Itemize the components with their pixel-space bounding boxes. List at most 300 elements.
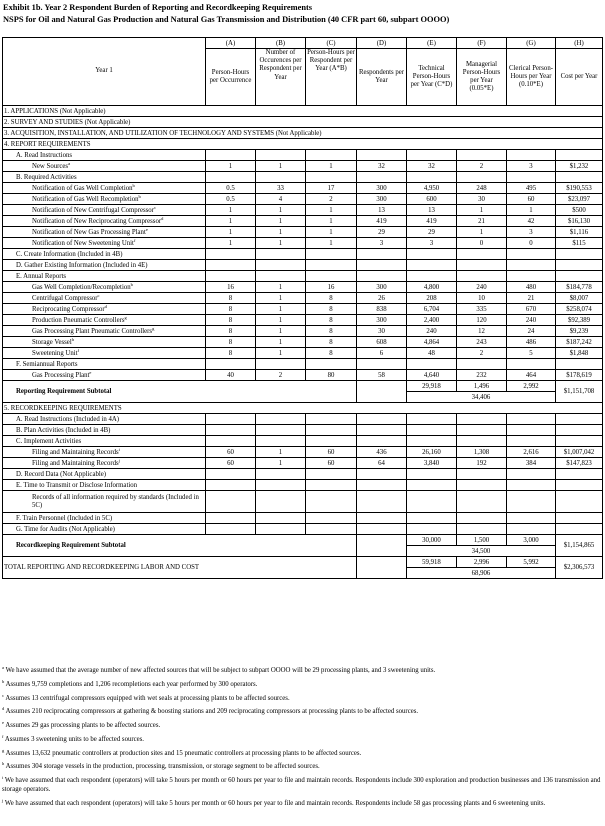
table-cell: 16: [306, 282, 357, 293]
subtotal-empty-cell: [357, 557, 407, 579]
table-cell: 60: [206, 458, 256, 469]
section-row: [3, 117, 603, 128]
section-row: [3, 139, 603, 150]
table-cell: [507, 150, 556, 161]
table-cell: [357, 524, 407, 535]
table-cell: 6: [357, 348, 407, 359]
table-cell: [407, 271, 457, 282]
table-row: [3, 370, 603, 381]
table-cell: 0: [507, 238, 556, 249]
footnote: [2, 708, 602, 717]
footnote: [2, 722, 602, 731]
row-label: [3, 513, 206, 524]
table-cell: 480: [507, 282, 556, 293]
footnote-marker: d: [2, 706, 5, 712]
table-cell: 13: [357, 205, 407, 216]
table-row: [3, 513, 603, 524]
table-cell: 32: [357, 161, 407, 172]
table-cell: 192: [457, 458, 507, 469]
table-cell: [407, 260, 457, 271]
row-label-text: A. Read Instructions (Included in 4A): [16, 415, 120, 423]
table-cell: [507, 491, 556, 513]
table-cell: 40: [206, 370, 256, 381]
row-label-text: Gas Processing Plant Pneumatic Controllers: [32, 327, 153, 335]
subtotal-clerical: 2,992: [507, 381, 556, 392]
table-cell: [306, 436, 357, 447]
table-row: [3, 480, 603, 491]
table-cell: $258,074: [556, 304, 603, 315]
footnote-text: Assumes 9,759 completions and 1,206 recompletions each year performed by 300 operators.: [5, 680, 258, 688]
table-cell: [407, 172, 457, 183]
table-cell: [457, 150, 507, 161]
row-label: [3, 271, 206, 282]
table-cell: 8: [206, 337, 256, 348]
table-cell: 21: [457, 216, 507, 227]
table-row: [3, 436, 603, 447]
table-row: [3, 469, 603, 480]
footnote-text: We have assumed that each respondent (operators) will take 5 hours per month or 60 hours per year to file and maintain records. Respondents include 58 gas processing plants and 6 sweetening units.: [4, 799, 546, 807]
table-cell: 8: [306, 348, 357, 359]
table-row: [3, 326, 603, 337]
table-cell: [407, 150, 457, 161]
row-label-text: C. Implement Activities: [16, 437, 82, 445]
table-cell: [457, 513, 507, 524]
table-cell: 60: [306, 447, 357, 458]
table-cell: [357, 491, 407, 513]
table-cell: 240: [507, 315, 556, 326]
table-row: [3, 304, 603, 315]
col-letter-d: (D): [357, 38, 407, 49]
footnote-text: Assumes 29 gas processing plants to be affected sources.: [5, 722, 161, 730]
table-cell: [357, 414, 407, 425]
table-cell: [457, 359, 507, 370]
table-cell: $9,239: [556, 326, 603, 337]
table-cell: $23,097: [556, 194, 603, 205]
table-cell: 436: [357, 447, 407, 458]
table-cell: [507, 359, 556, 370]
table-cell: 1: [256, 348, 306, 359]
table-cell: 29: [357, 227, 407, 238]
table-cell: [306, 359, 357, 370]
table-cell: [206, 260, 256, 271]
footnote-text: We have assumed that the average number of new affected sources that will be subject to subpart OOOO will be 29 processing plants, and 3 sweetening units.: [5, 667, 436, 674]
table-cell: 0: [457, 238, 507, 249]
table-cell: 208: [407, 293, 457, 304]
table-row: [3, 271, 603, 282]
row-label-text: Notification of Gas Well Completion: [32, 184, 133, 192]
table-row: [3, 293, 603, 304]
table-row: [3, 315, 603, 326]
table-cell: 1: [256, 227, 306, 238]
table-cell: [306, 425, 357, 436]
row-label: [3, 359, 206, 370]
row-label-text: Notification of New Sweetening Unit: [32, 239, 134, 247]
footnote: [2, 733, 602, 745]
section-label: 2. SURVEY AND STUDIES (Not Applicable): [3, 117, 603, 128]
table-cell: 13: [407, 205, 457, 216]
table-row: [3, 447, 603, 458]
row-label: [3, 337, 206, 348]
footnote-marker: a: [68, 160, 71, 166]
table-cell: [306, 469, 357, 480]
section-row: [3, 403, 603, 414]
row-label: [3, 326, 206, 337]
table-cell: $1,232: [556, 161, 603, 172]
table-cell: 1: [306, 238, 357, 249]
table-cell: 3: [507, 227, 556, 238]
table-cell: [556, 414, 603, 425]
subtotal-managerial: 1,500: [457, 535, 507, 546]
table-cell: [556, 469, 603, 480]
table-cell: [407, 249, 457, 260]
year-header: Year 1: [3, 38, 206, 106]
table-cell: [306, 150, 357, 161]
table-cell: 0.5: [206, 183, 256, 194]
table-cell: [256, 436, 306, 447]
table-cell: 1: [306, 216, 357, 227]
row-label-text: B. Plan Activities (Included in 4B): [16, 426, 111, 434]
subtotal-cost: $1,154,865: [556, 535, 603, 557]
table-cell: [357, 271, 407, 282]
table-cell: 60: [206, 447, 256, 458]
table-cell: 26,160: [407, 447, 457, 458]
table-cell: 1: [306, 161, 357, 172]
table-cell: [457, 524, 507, 535]
row-label-text: E. Annual Reports: [16, 272, 67, 280]
table-row: [3, 458, 603, 469]
col-header-c: Person-Hours per Respondent per Year (A*B): [306, 49, 357, 106]
table-row: [3, 260, 603, 271]
row-label: [3, 194, 206, 205]
footnote-marker: g: [152, 325, 155, 331]
table-cell: [357, 359, 407, 370]
table-cell: [256, 172, 306, 183]
table-cell: [507, 414, 556, 425]
table-cell: [206, 359, 256, 370]
footnote-marker: e: [89, 369, 92, 375]
footnote: [2, 777, 602, 794]
footnote-text: Assumes 210 reciprocating compressors at gathering & boosting stations and 209 reciprocating compressors at processing plants to be affected sources.: [5, 708, 419, 716]
table-cell: 248: [457, 183, 507, 194]
table-cell: 495: [507, 183, 556, 194]
table-cell: 232: [457, 370, 507, 381]
footnote-marker: c: [97, 292, 100, 298]
row-label-text: F. Semiannual Reports: [16, 360, 78, 368]
table-cell: [556, 271, 603, 282]
row-label-text: A. Read Instructions: [16, 151, 73, 159]
col-letter-b: (B): [256, 38, 306, 49]
table-cell: [457, 425, 507, 436]
row-label-text: New Sources: [32, 162, 69, 170]
table-cell: [507, 271, 556, 282]
table-cell: [407, 425, 457, 436]
subtotal-technical: 29,918: [407, 381, 457, 392]
subtotal-empty-cell: [357, 535, 407, 557]
footnote: [2, 747, 602, 759]
col-letter-e: (E): [407, 38, 457, 49]
table-cell: [256, 414, 306, 425]
table-cell: 1: [256, 304, 306, 315]
table-cell: [206, 480, 256, 491]
footnote-marker: h: [71, 336, 74, 342]
section-label: 5. RECORDKEEPING REQUIREMENTS: [3, 403, 603, 414]
table-cell: 1: [457, 227, 507, 238]
table-cell: [206, 436, 256, 447]
footnote-marker: j: [118, 457, 120, 463]
table-cell: [206, 150, 256, 161]
table-cell: 5: [507, 348, 556, 359]
table-row: [3, 348, 603, 359]
row-label: [3, 370, 206, 381]
table-cell: [407, 513, 457, 524]
table-cell: $147,823: [556, 458, 603, 469]
table-cell: 300: [357, 282, 407, 293]
table-cell: 33: [256, 183, 306, 194]
footnote: [2, 692, 602, 704]
subtotal-hours-sum: 34,406: [407, 392, 556, 403]
table-row: [3, 183, 603, 194]
table-cell: [556, 491, 603, 513]
row-label-text: Production Pneumatic Controllers: [32, 316, 125, 324]
table-cell: $500: [556, 205, 603, 216]
table-cell: 1: [206, 161, 256, 172]
table-cell: $92,389: [556, 315, 603, 326]
col-header-h: Cost per Year: [556, 49, 603, 106]
row-label-text: C. Create Information (Included in 4B): [16, 250, 123, 258]
footnote-marker: e: [145, 226, 148, 232]
table-cell: [256, 480, 306, 491]
col-letter-c: (C): [306, 38, 357, 49]
table-row: [3, 359, 603, 370]
document-title: [3, 2, 449, 26]
row-label: [3, 524, 206, 535]
table-cell: 24: [507, 326, 556, 337]
footnote-marker: f: [2, 733, 4, 739]
subtotal-technical: 59,918: [407, 557, 457, 568]
table-cell: 8: [206, 315, 256, 326]
footnote-marker: b: [132, 182, 135, 188]
table-cell: [457, 414, 507, 425]
table-row: [3, 491, 603, 513]
section-label: 3. ACQUISITION, INSTALLATION, AND UTILIZATION OF TECHNOLOGY AND SYSTEMS (Not Applicable): [3, 128, 603, 139]
footnote-marker: b: [2, 678, 5, 684]
footnote-marker: e: [2, 720, 4, 726]
row-label-text: Filing and Maintaining Records: [32, 448, 119, 456]
table-cell: 4,800: [407, 282, 457, 293]
section-label: 1. APPLICATIONS (Not Applicable): [3, 106, 603, 117]
table-cell: [256, 260, 306, 271]
table-cell: 1: [457, 205, 507, 216]
table-cell: 4,950: [407, 183, 457, 194]
footnote-marker: c: [2, 692, 4, 698]
table-cell: 8: [206, 348, 256, 359]
footnote-text: Assumes 13 centrifugal compressors equipped with wet seals at processing plants to be affected sources.: [5, 694, 290, 702]
table-cell: [357, 260, 407, 271]
table-row: [3, 238, 603, 249]
table-cell: [556, 260, 603, 271]
table-cell: 2,616: [507, 447, 556, 458]
table-row: [3, 205, 603, 216]
table-cell: [556, 524, 603, 535]
table-cell: 1: [507, 205, 556, 216]
table-cell: [556, 436, 603, 447]
footnote: [2, 678, 602, 690]
footnotes: [2, 667, 602, 813]
row-label-text: Records of all information required by standards (Included in 5C): [32, 493, 199, 509]
row-label: [3, 282, 206, 293]
footnote-marker: a: [2, 665, 4, 670]
row-label: [3, 227, 206, 238]
table-cell: 17: [306, 183, 357, 194]
table-cell: 4,640: [407, 370, 457, 381]
table-cell: [457, 491, 507, 513]
header-letter-row: [3, 38, 603, 49]
table-cell: 6,704: [407, 304, 457, 315]
table-cell: [507, 480, 556, 491]
table-cell: [256, 150, 306, 161]
table-cell: [306, 513, 357, 524]
table-cell: [556, 425, 603, 436]
footnote-text: We have assumed that each respondent (operators) will take 5 hours per month or 60 hours per year to file and maintain records. Respondents include 300 exploration and production businesses and 136 transmission and storage operators.: [2, 777, 601, 793]
table-cell: [507, 524, 556, 535]
table-cell: 1: [206, 205, 256, 216]
table-cell: [457, 172, 507, 183]
row-label: [3, 436, 206, 447]
table-cell: [357, 436, 407, 447]
table-cell: 300: [357, 194, 407, 205]
table-cell: $187,242: [556, 337, 603, 348]
table-cell: [357, 513, 407, 524]
table-cell: [357, 480, 407, 491]
table-cell: [556, 150, 603, 161]
table-cell: [306, 249, 357, 260]
footnote-marker: f: [77, 347, 79, 353]
footnote: [2, 667, 602, 676]
table-cell: 240: [407, 326, 457, 337]
table-cell: 335: [457, 304, 507, 315]
table-cell: [457, 469, 507, 480]
table-cell: 12: [457, 326, 507, 337]
table-cell: 1: [256, 205, 306, 216]
row-label: [3, 491, 206, 513]
row-label: [3, 260, 206, 271]
table-cell: 1: [206, 238, 256, 249]
row-label-text: Reciprocating Compressor: [32, 305, 105, 313]
table-cell: [357, 469, 407, 480]
table-cell: 2: [457, 348, 507, 359]
table-cell: 8: [306, 304, 357, 315]
subtotal-managerial: 1,496: [457, 381, 507, 392]
table-cell: [256, 359, 306, 370]
table-cell: [256, 513, 306, 524]
table-cell: 64: [357, 458, 407, 469]
row-label: [3, 161, 206, 172]
table-cell: 384: [507, 458, 556, 469]
row-label: [3, 348, 206, 359]
table-cell: 486: [507, 337, 556, 348]
table-row: [3, 282, 603, 293]
row-label: [3, 183, 206, 194]
subtotal-cost: $1,151,708: [556, 381, 603, 403]
table-cell: [306, 260, 357, 271]
table-cell: [556, 513, 603, 524]
col-header-b: Number of Occurences per Respondent per Year: [256, 49, 306, 106]
table-cell: 60: [306, 458, 357, 469]
table-cell: 419: [357, 216, 407, 227]
table-cell: [357, 172, 407, 183]
table-cell: 1: [206, 227, 256, 238]
table-cell: 838: [357, 304, 407, 315]
table-cell: 1: [256, 161, 306, 172]
burden-table: [2, 37, 603, 579]
table-cell: [507, 425, 556, 436]
table-cell: 3: [407, 238, 457, 249]
table-cell: 8: [306, 326, 357, 337]
table-cell: $1,007,042: [556, 447, 603, 458]
table-cell: 1: [256, 216, 306, 227]
table-cell: 3,840: [407, 458, 457, 469]
table-cell: [256, 425, 306, 436]
col-header-d: Respondents per Year: [357, 49, 407, 106]
table-cell: 600: [407, 194, 457, 205]
footnote-text: Assumes 304 storage vessels in the production, processing, transmission, or storage segment to be affected sources.: [5, 763, 320, 771]
table-cell: 1: [306, 205, 357, 216]
table-cell: 30: [357, 326, 407, 337]
table-cell: [206, 249, 256, 260]
table-cell: [256, 249, 306, 260]
table-row: [3, 194, 603, 205]
table-cell: 1: [206, 216, 256, 227]
table-cell: 21: [507, 293, 556, 304]
table-cell: 2: [457, 161, 507, 172]
table-cell: [556, 172, 603, 183]
table-cell: [206, 425, 256, 436]
table-cell: [306, 172, 357, 183]
subtotal-cost: $2,306,573: [556, 557, 603, 579]
footnote-marker: d: [161, 215, 164, 221]
table-cell: 4: [256, 194, 306, 205]
row-label: [3, 480, 206, 491]
row-label-text: Centrifugal Compressor: [32, 294, 98, 302]
table-cell: 8: [306, 337, 357, 348]
row-label: [3, 293, 206, 304]
row-label-text: Notification of New Gas Processing Plant: [32, 228, 146, 236]
table-cell: [507, 249, 556, 260]
table-cell: [357, 150, 407, 161]
row-label: [3, 150, 206, 161]
row-label: [3, 238, 206, 249]
table-cell: 0.5: [206, 194, 256, 205]
row-label: [3, 315, 206, 326]
table-cell: [507, 469, 556, 480]
table-cell: 419: [407, 216, 457, 227]
col-letter-a: (A): [206, 38, 256, 49]
table-cell: 29: [407, 227, 457, 238]
row-label-text: E. Time to Transmit or Disclose Information: [16, 481, 138, 489]
table-cell: [556, 359, 603, 370]
subtotal-row: [3, 381, 603, 392]
table-cell: 2,400: [407, 315, 457, 326]
table-cell: 8: [206, 293, 256, 304]
row-label-text: Notification of Gas Well Recompletion: [32, 195, 139, 203]
col-header-e: Technical Person-Hours per Year (C*D): [407, 49, 457, 106]
table-cell: [407, 359, 457, 370]
subtotal-label: Reporting Requirement Subtotal: [3, 381, 357, 403]
subtotal-hours-sum: 68,906: [407, 568, 556, 579]
table-cell: [507, 172, 556, 183]
row-label: [3, 172, 206, 183]
table-cell: [206, 414, 256, 425]
